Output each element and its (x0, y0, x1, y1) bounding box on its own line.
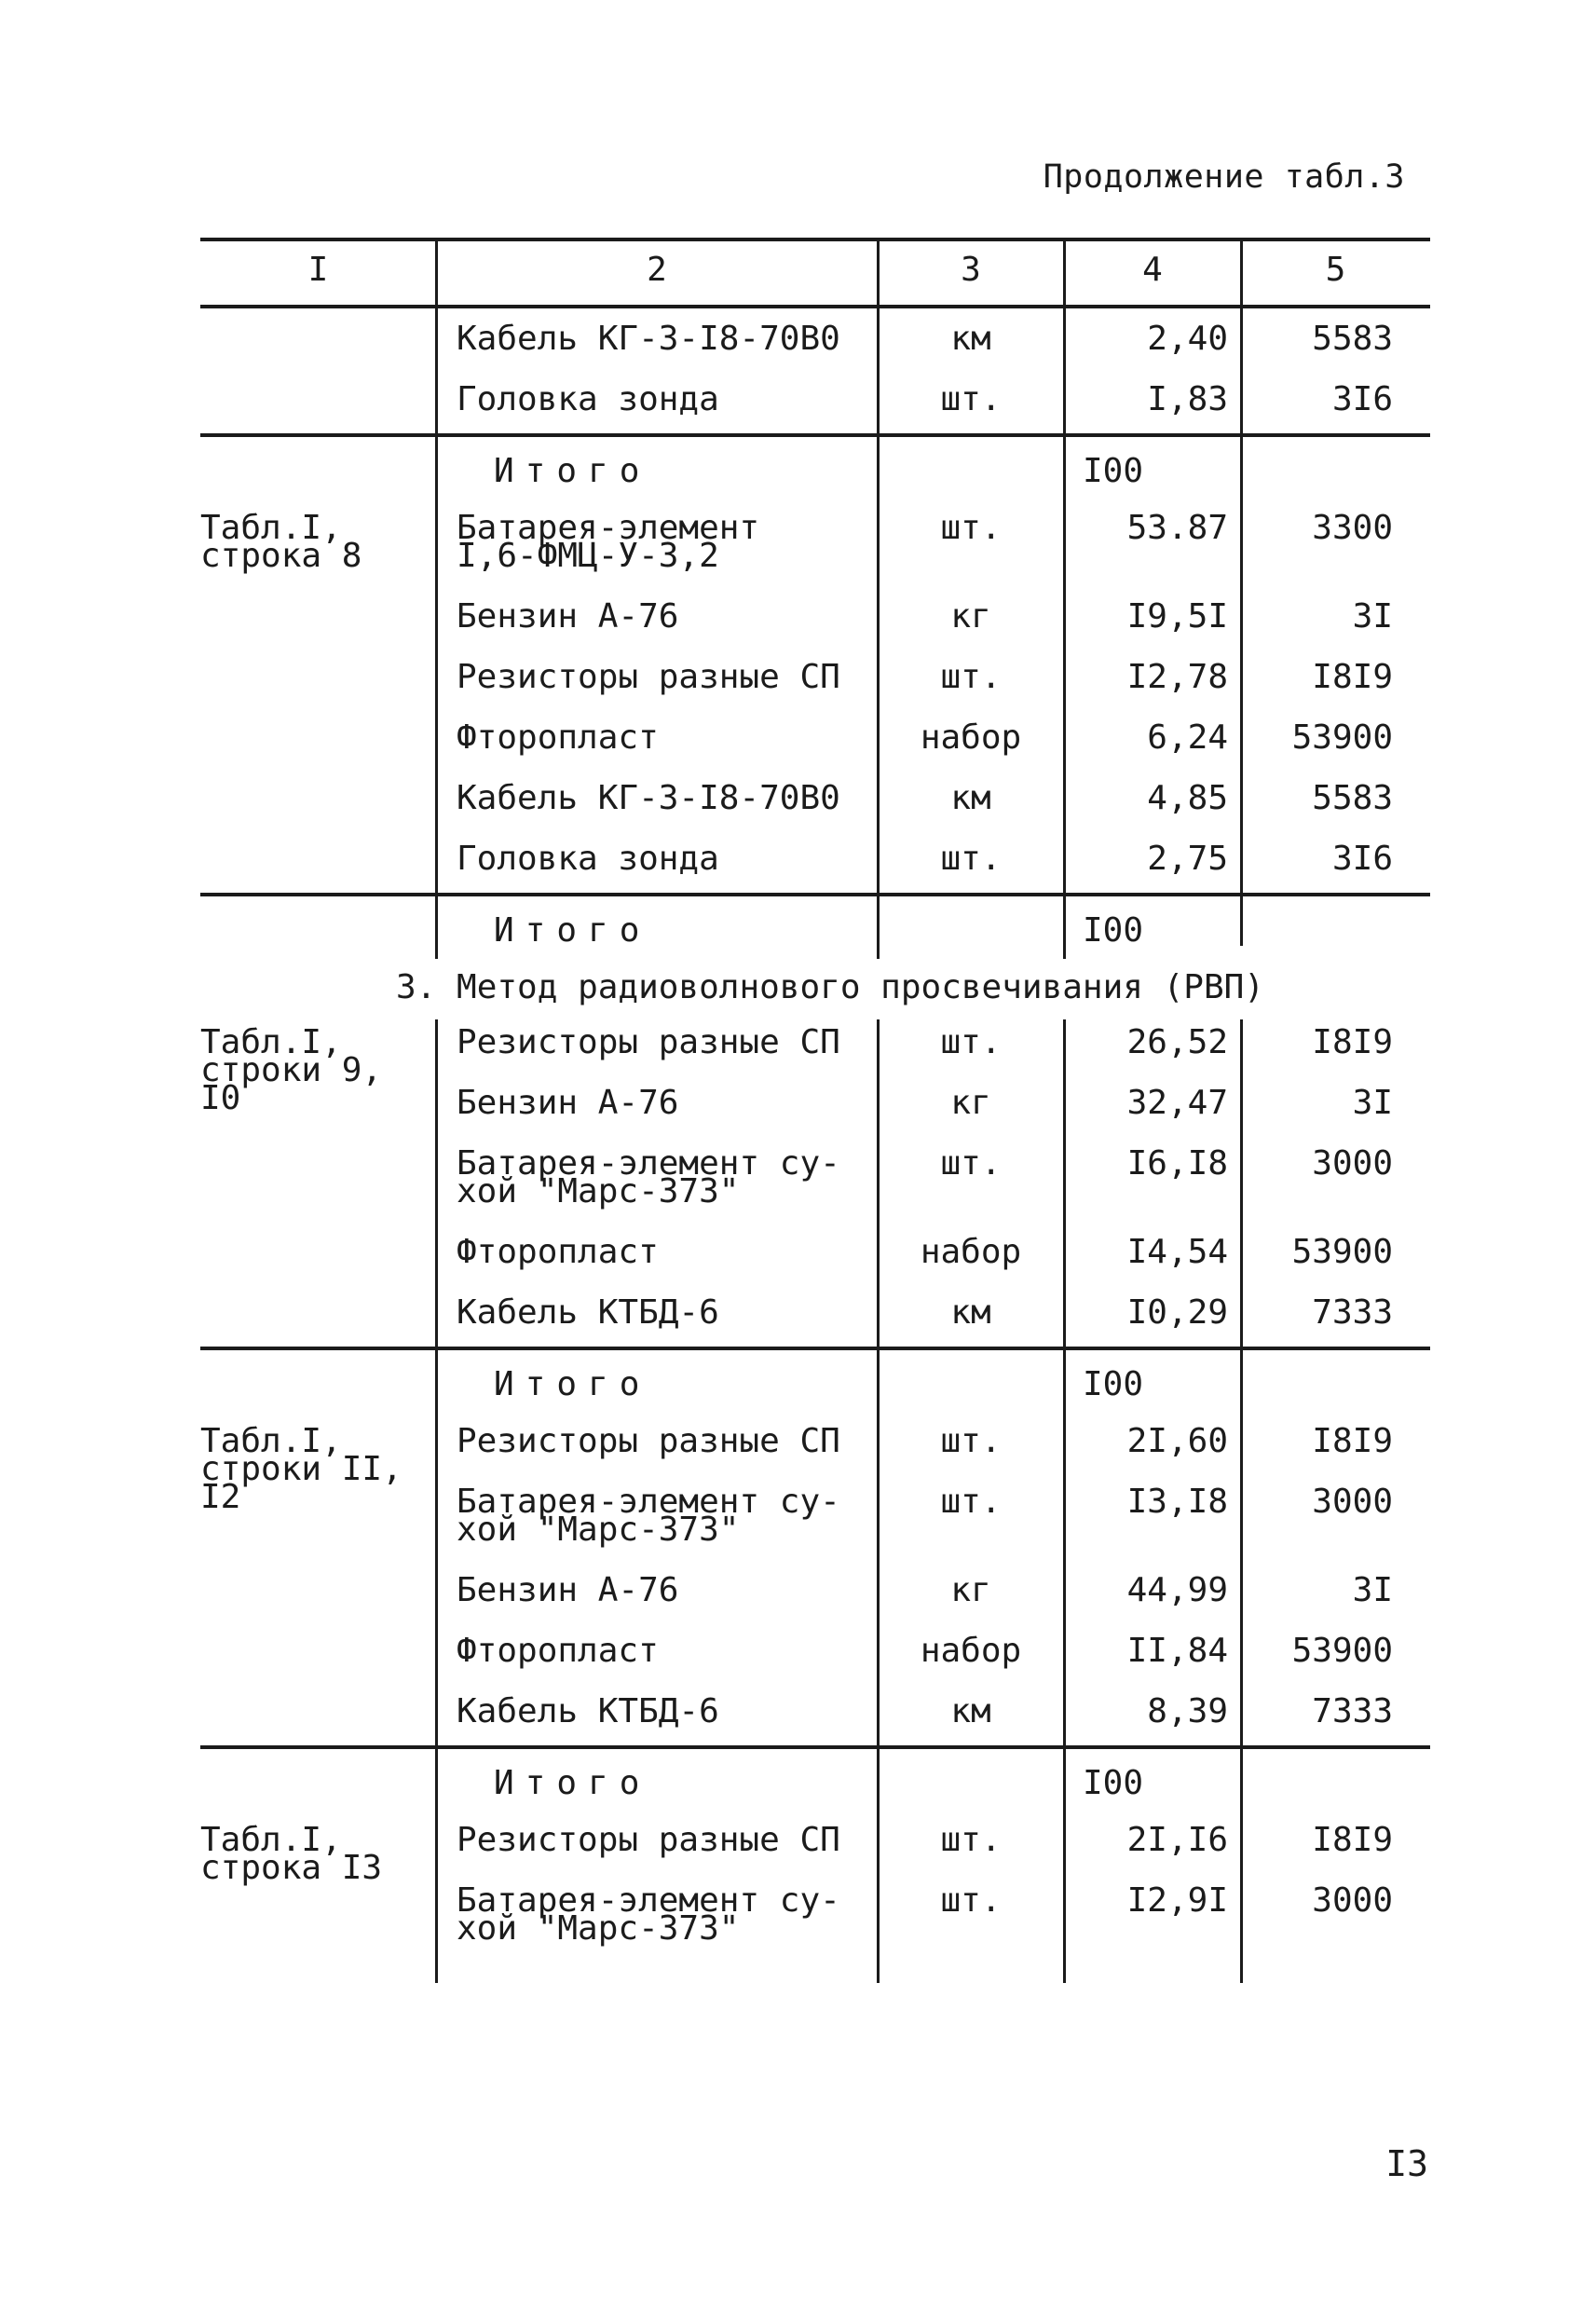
material-name: Резисторы разные СП (457, 1023, 840, 1061)
material-name: Фторопласт (457, 1632, 659, 1670)
total-label: Итого (494, 1764, 651, 1802)
unit: шт. (940, 840, 1002, 878)
material-name: I,6-ФМЦ-У-3,2 (457, 537, 719, 575)
column-divider (435, 1745, 438, 1983)
column-divider (1240, 1347, 1243, 1745)
price-value: 3000 (1312, 1881, 1393, 1920)
share-value: 26,52 (1126, 1023, 1228, 1061)
material-name: Резисторы разные СП (457, 1422, 840, 1460)
unit: шт. (940, 1023, 1002, 1061)
share-value: I2,9I (1126, 1881, 1228, 1920)
row-reference: Табл.I, (200, 1821, 342, 1859)
column-divider (1240, 1745, 1243, 1983)
unit: шт. (940, 380, 1002, 418)
column-divider (877, 893, 880, 959)
table-caption: Продолжение табл.3 (1043, 158, 1405, 196)
column-divider (1063, 1745, 1066, 1983)
price-value: 3I6 (1331, 840, 1393, 878)
row-reference: Табл.I, (200, 1422, 342, 1460)
unit: км (950, 779, 991, 817)
price-value: 53900 (1291, 718, 1393, 757)
unit: набор (920, 1233, 1022, 1271)
material-name: Кабель КГ-3-I8-70В0 (457, 320, 840, 358)
share-value: 2I,I6 (1126, 1821, 1228, 1859)
material-name: Резисторы разные СП (457, 658, 840, 696)
share-value: I3,I8 (1126, 1483, 1228, 1521)
material-name: Батарея-элемент (457, 509, 760, 547)
row-reference: Табл.I, (200, 509, 342, 547)
column-divider (1063, 305, 1066, 433)
material-name: Кабель КТБД-6 (457, 1692, 719, 1730)
unit: шт. (940, 509, 1002, 547)
price-value: 3000 (1312, 1144, 1393, 1183)
material-name: Батарея-элемент су- (457, 1881, 840, 1920)
price-value: 5583 (1312, 320, 1393, 358)
material-name: Бензин А-76 (457, 597, 679, 636)
share-value: I9,5I (1126, 597, 1228, 636)
column-divider (877, 433, 880, 893)
page-number: I3 (1385, 2143, 1428, 2184)
column-divider (1063, 1019, 1066, 1347)
unit: км (950, 1692, 991, 1730)
header-column-divider (877, 238, 880, 305)
column-divider (1240, 1019, 1243, 1347)
unit: кг (950, 1084, 991, 1122)
share-value: I2,78 (1126, 658, 1228, 696)
row-reference: строки II, (200, 1450, 402, 1488)
material-name: хой "Марс-373" (457, 1172, 740, 1210)
material-name: хой "Марс-373" (457, 1511, 740, 1549)
material-name: Фторопласт (457, 1233, 659, 1271)
total-label: Итого (494, 911, 651, 950)
share-value: I,83 (1147, 380, 1228, 418)
price-value: I8I9 (1312, 1023, 1393, 1061)
materials-table (200, 238, 1430, 2139)
price-value: 3I (1352, 1571, 1393, 1609)
row-reference: строка I3 (200, 1849, 383, 1887)
column-divider (1240, 305, 1243, 433)
header-bottom-rule (200, 305, 1430, 308)
header-column-divider (1240, 238, 1243, 305)
column-header-1: I (307, 251, 329, 289)
share-value: 32,47 (1126, 1084, 1228, 1122)
row-reference: Табл.I, (200, 1023, 342, 1061)
column-divider (1063, 893, 1066, 959)
share-value: 44,99 (1126, 1571, 1228, 1609)
group-separator-rule (200, 1745, 1430, 1749)
share-value: 6,24 (1147, 718, 1228, 757)
unit: набор (920, 718, 1022, 757)
total-share: I00 (1083, 911, 1144, 950)
total-label: Итого (494, 452, 651, 490)
column-header-3: 3 (961, 251, 981, 289)
price-value: 7333 (1312, 1293, 1393, 1332)
header-column-divider (1063, 238, 1066, 305)
group-separator-rule (200, 1347, 1430, 1350)
price-value: 3I (1352, 597, 1393, 636)
share-value: I0,29 (1126, 1293, 1228, 1332)
column-divider (435, 305, 438, 433)
price-value: I8I9 (1312, 658, 1393, 696)
column-divider (1063, 1347, 1066, 1745)
price-value: I8I9 (1312, 1422, 1393, 1460)
price-value: I8I9 (1312, 1821, 1393, 1859)
header-column-divider (435, 238, 438, 305)
material-name: Батарея-элемент су- (457, 1483, 840, 1521)
column-header-2: 2 (647, 251, 667, 289)
total-share: I00 (1083, 452, 1144, 490)
share-value: I4,54 (1126, 1233, 1228, 1271)
share-value: 8,39 (1147, 1692, 1228, 1730)
column-divider (1240, 893, 1243, 946)
total-share: I00 (1083, 1764, 1144, 1802)
unit: шт. (940, 1483, 1002, 1521)
price-value: 3000 (1312, 1483, 1393, 1521)
share-value: 4,85 (1147, 779, 1228, 817)
column-divider (435, 1347, 438, 1745)
share-value: II,84 (1126, 1632, 1228, 1670)
share-value: 2I,60 (1126, 1422, 1228, 1460)
unit: шт. (940, 1422, 1002, 1460)
group-separator-rule (200, 893, 1430, 896)
unit: кг (950, 597, 991, 636)
material-name: Кабель КГ-3-I8-70В0 (457, 779, 840, 817)
unit: км (950, 1293, 991, 1332)
price-value: 53900 (1291, 1233, 1393, 1271)
price-value: 3300 (1312, 509, 1393, 547)
unit: шт. (940, 1821, 1002, 1859)
column-divider (435, 893, 438, 959)
row-reference: строка 8 (200, 537, 362, 575)
total-share: I00 (1083, 1365, 1144, 1403)
material-name: Головка зонда (457, 840, 719, 878)
column-divider (435, 433, 438, 893)
share-value: 2,40 (1147, 320, 1228, 358)
column-divider (1240, 433, 1243, 893)
unit: кг (950, 1571, 991, 1609)
total-label: Итого (494, 1365, 651, 1403)
unit: набор (920, 1632, 1022, 1670)
material-name: Бензин А-76 (457, 1084, 679, 1122)
column-divider (877, 305, 880, 433)
material-name: Резисторы разные СП (457, 1821, 840, 1859)
material-name: Кабель КТБД-6 (457, 1293, 719, 1332)
column-divider (877, 1745, 880, 1983)
unit: км (950, 320, 991, 358)
column-header-5: 5 (1325, 251, 1346, 289)
material-name: Головка зонда (457, 380, 719, 418)
unit: шт. (940, 1881, 1002, 1920)
price-value: 3I6 (1331, 380, 1393, 418)
row-reference: I2 (200, 1478, 241, 1516)
material-name: Фторопласт (457, 718, 659, 757)
price-value: 53900 (1291, 1632, 1393, 1670)
share-value: 2,75 (1147, 840, 1228, 878)
price-value: 5583 (1312, 779, 1393, 817)
unit: шт. (940, 658, 1002, 696)
section-heading: 3. Метод радиоволнового просвечивания (РВП) (396, 968, 1264, 1006)
group-separator-rule (200, 433, 1430, 437)
column-divider (877, 1019, 880, 1347)
material-name: Бензин А-76 (457, 1571, 679, 1609)
column-divider (435, 1019, 438, 1347)
share-value: 53.87 (1126, 509, 1228, 547)
column-header-4: 4 (1142, 251, 1163, 289)
row-reference: строки 9, (200, 1051, 383, 1089)
price-value: 3I (1352, 1084, 1393, 1122)
header-top-rule (200, 238, 1430, 241)
column-divider (877, 1347, 880, 1745)
price-value: 7333 (1312, 1692, 1393, 1730)
material-name: хой "Марс-373" (457, 1909, 740, 1948)
column-divider (1063, 433, 1066, 893)
share-value: I6,I8 (1126, 1144, 1228, 1183)
material-name: Батарея-элемент су- (457, 1144, 840, 1183)
unit: шт. (940, 1144, 1002, 1183)
row-reference: I0 (200, 1079, 241, 1117)
